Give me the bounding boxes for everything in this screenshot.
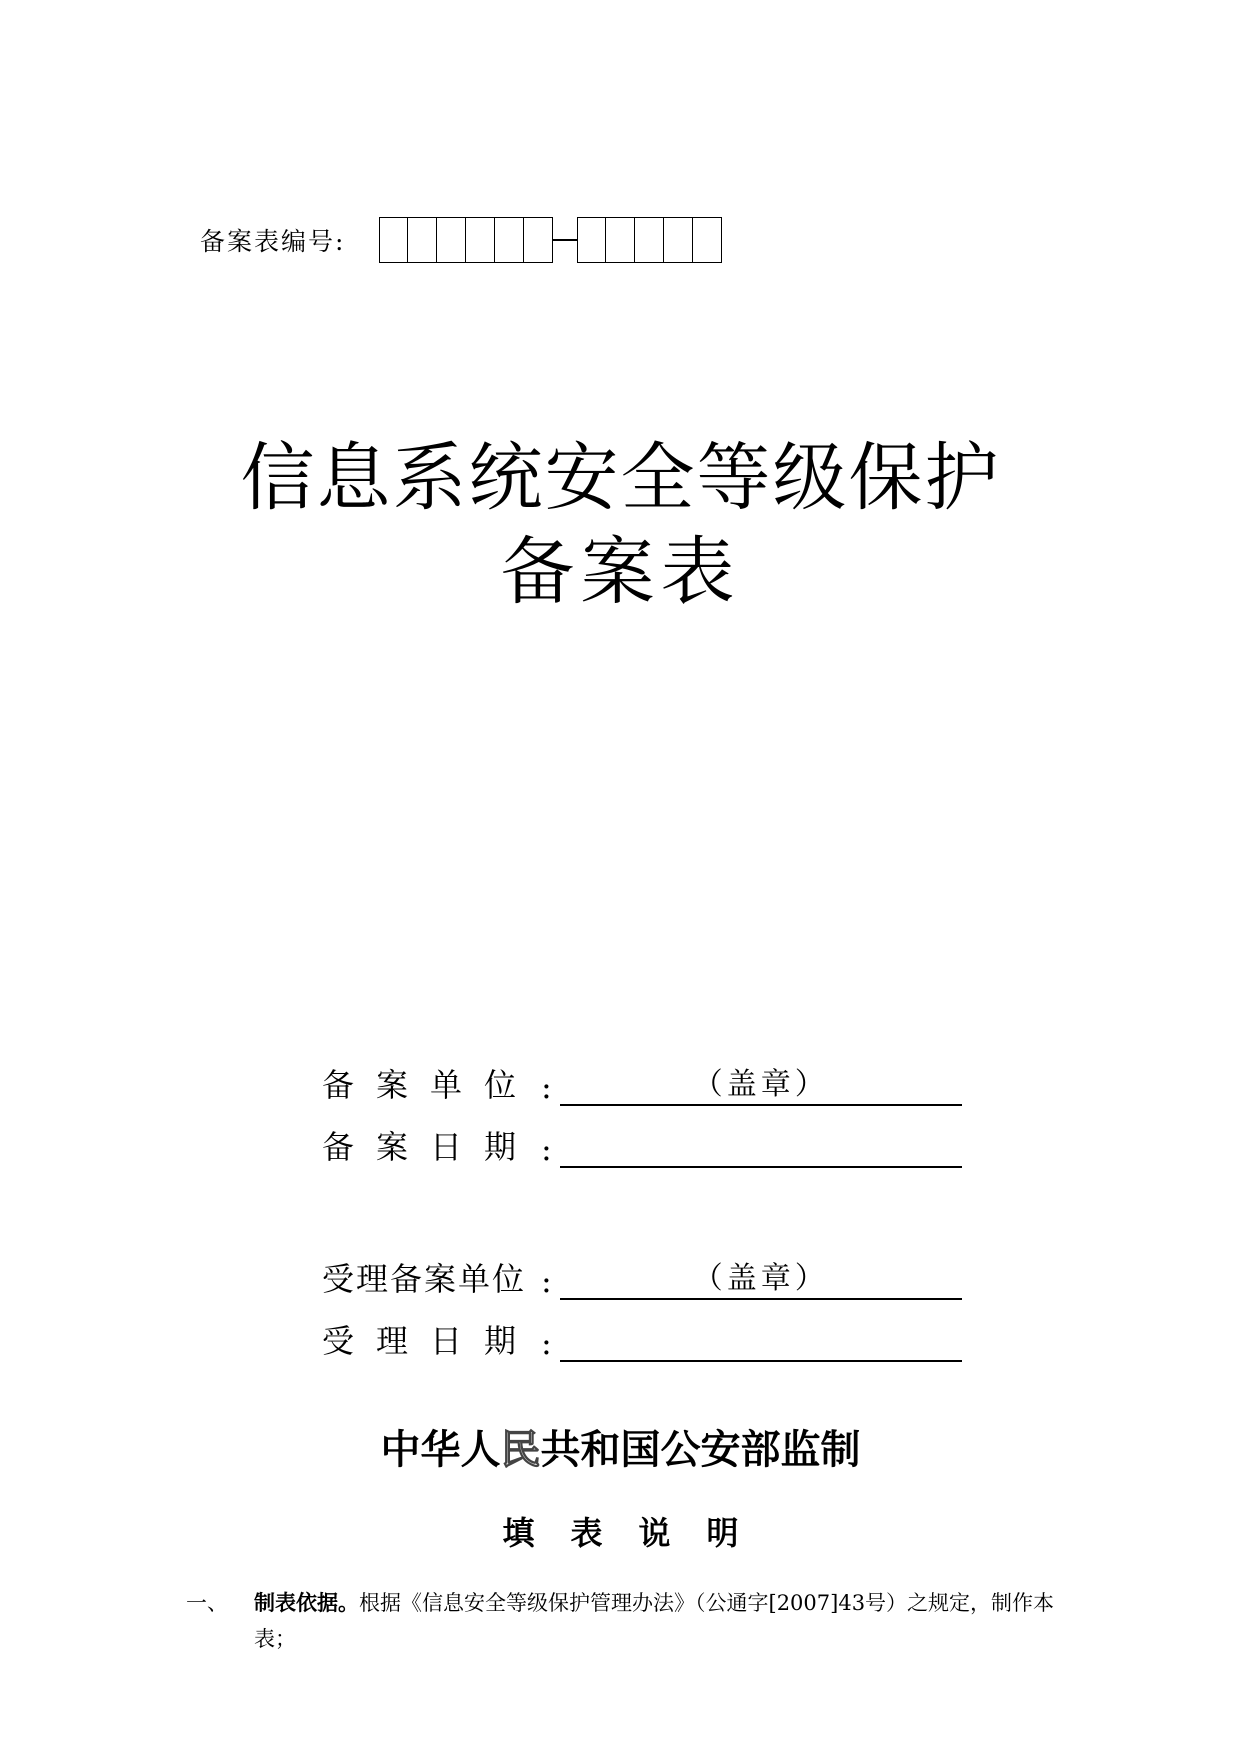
- issuer-text-highlight: 民: [500, 1427, 541, 1473]
- registration-number-label: 备案表编号:: [200, 227, 346, 256]
- instruction-number: 一、: [186, 1591, 228, 1615]
- registration-digit-box[interactable]: [577, 217, 606, 263]
- filing-date-colon: :: [541, 1130, 552, 1168]
- registration-number-row: [200, 216, 722, 264]
- registration-digit-box[interactable]: [606, 217, 635, 263]
- receiving-unit-field: [322, 1256, 962, 1300]
- registration-digit-box[interactable]: [524, 217, 553, 263]
- receiving-date-colon: :: [541, 1324, 552, 1362]
- registration-digit-box[interactable]: [437, 217, 466, 263]
- filing-unit-label: 备案单位: [322, 1066, 539, 1104]
- registration-number-boxes-right[interactable]: [577, 217, 722, 263]
- receiving-date-input[interactable]: [560, 1324, 962, 1362]
- receiving-date-field: [322, 1318, 962, 1362]
- registration-number-boxes-left[interactable]: [379, 217, 553, 263]
- registration-number-dash: [553, 239, 577, 241]
- registration-digit-box[interactable]: [693, 217, 722, 263]
- registration-digit-box[interactable]: [466, 217, 495, 263]
- registration-digit-box[interactable]: [408, 217, 437, 263]
- registration-digit-box[interactable]: [664, 217, 693, 263]
- receiving-unit-input[interactable]: （盖章）: [560, 1262, 962, 1300]
- instruction-body: [254, 1585, 1074, 1657]
- issuer-text-before: 中华人: [380, 1427, 501, 1473]
- instruction-heading: 制表依据。: [254, 1591, 359, 1615]
- instruction-text: 根据《信息安全等级保护管理办法》（公通字[2007]43号）之规定，制作本表；: [254, 1591, 1055, 1651]
- issuer-line: [0, 1418, 1241, 1475]
- document-title: 信息系统安全等级保护: [240, 435, 1001, 521]
- registration-digit-box[interactable]: [379, 217, 408, 263]
- filing-unit-input[interactable]: （盖章）: [560, 1068, 962, 1106]
- filing-date-field: [322, 1124, 962, 1168]
- registration-digit-box[interactable]: [635, 217, 664, 263]
- instructions-title: 填表说明: [502, 1514, 775, 1552]
- receiving-unit-label: 受理备案单位: [322, 1260, 527, 1298]
- filing-date-input[interactable]: [560, 1130, 962, 1168]
- registration-digit-box[interactable]: [495, 217, 524, 263]
- filing-unit-field: [322, 1062, 962, 1106]
- filing-unit-colon: :: [541, 1068, 552, 1106]
- receiving-date-label: 受理日期: [322, 1322, 539, 1360]
- receiving-unit-colon: :: [541, 1262, 552, 1300]
- document-subtitle: 备案表: [500, 529, 741, 615]
- filing-date-label: 备案日期: [322, 1128, 539, 1166]
- issuer-text-after: 共和国公安部监制: [540, 1427, 861, 1473]
